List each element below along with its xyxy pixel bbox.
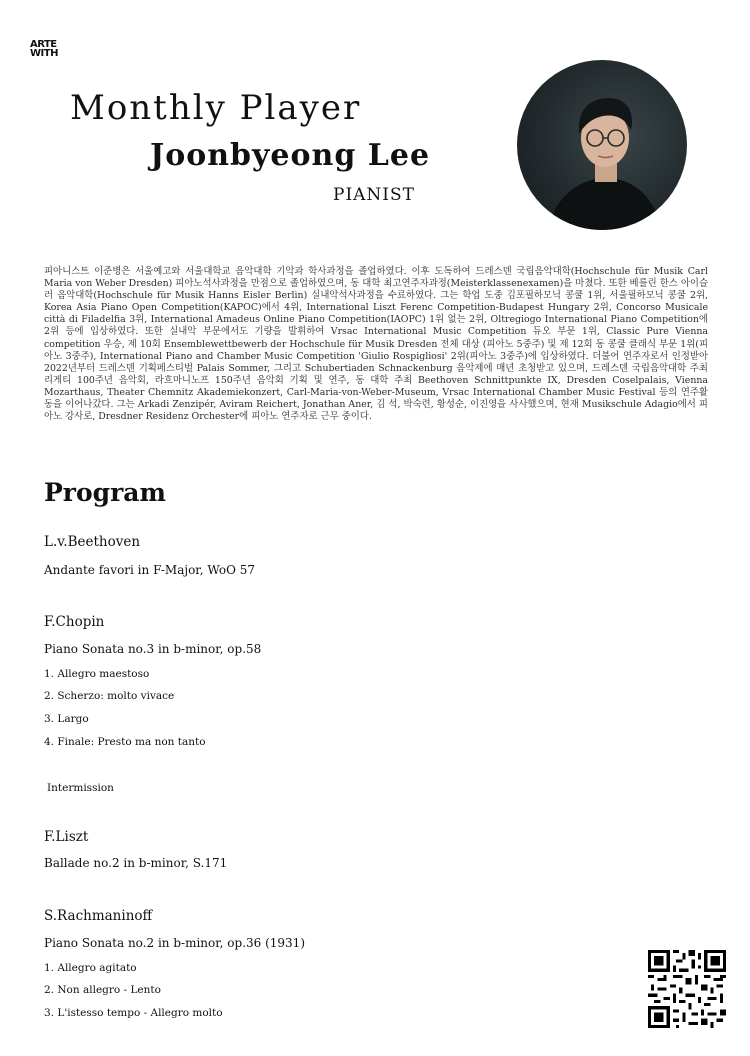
movement-chopin-4: 4. Finale: Presto ma non tanto [44, 736, 206, 748]
qr-code-icon[interactable] [648, 950, 726, 1028]
composer-rachmaninoff: S.Rachmaninoff [44, 908, 153, 924]
composer-beethoven: L.v.Beethoven [44, 534, 141, 550]
movement-rachmaninoff-1: 1. Allegro agitato [44, 962, 137, 974]
portrait-illustration [517, 60, 687, 230]
work-beethoven: Andante favori in F-Major, WoO 57 [44, 563, 256, 577]
movement-chopin-3: 3. Largo [44, 713, 89, 725]
qr-code-graphic [648, 950, 726, 1028]
composer-chopin: F.Chopin [44, 614, 105, 630]
intermission-label: Intermission [47, 782, 114, 794]
performer-role: PIANIST [333, 185, 416, 205]
movement-chopin-1: 1. Allegro maestoso [44, 668, 150, 680]
work-liszt: Ballade no.2 in b-minor, S.171 [44, 856, 228, 870]
logo-line-2: WITH [30, 48, 58, 59]
movement-rachmaninoff-3: 3. L'istesso tempo - Allegro molto [44, 1007, 223, 1019]
program-heading: Program [44, 478, 166, 507]
work-chopin: Piano Sonata no.3 in b-minor, op.58 [44, 642, 262, 656]
logo-line-1: ARTE [30, 39, 57, 50]
performer-name: Joonbyeong Lee [150, 138, 431, 173]
movement-rachmaninoff-2: 2. Non allegro - Lento [44, 984, 161, 996]
work-rachmaninoff: Piano Sonata no.2 in b-minor, op.36 (1931) [44, 936, 305, 950]
movement-chopin-2: 2. Scherzo: molto vivace [44, 690, 175, 702]
composer-liszt: F.Liszt [44, 829, 89, 845]
arte-with-logo [30, 40, 64, 58]
biography-paragraph: 피아니스트 이준병은 서울예고와 서울대학교 음악대학 기악과 학사과정을 졸업하였다. 이후 도독하여 드레스덴 국립음악대학(Hochschule für Musik Carl Maria von Weber Dresden) 피아노석사과정을 만점으로 졸업하였으며, 동 대학 최고연주자과정(Meisterklassenexamen)을 마쳤다. 또한 베를린 한스 아이슬러 음악대학(Hochschule für Musik Hanns Eisler Berlin) 실내악석사과정을 수료하였다. 그는 학업 도중 김포필하모닉 콩쿨 1위, 서울필하모닉 콩쿨 2위, Korea Asia Piano Open Competition(KAPOC)에서 4위, International Liszt Ferenc Competition-Budapest Hungary 2위, Concorso Musicale città di Filadelfia 3위, International Amadeus Online Piano Competition(IAOPC) 1위 없는 2위, Oltregiogo International Piano Competition에 2위 등에 입상하였다. 또한 실내악 부문에서도 기량을 발휘하여 Vrsac International Music Competition 듀오 부문 1위, Classic Pure Vienna competition 우승, 제 10회 Ensemblewettbewerb der Hochschule für Musik Dresden 전체 대상 (피아노 5중주) 및 제 12회 동 콩쿨 클래식 부문 1위(피아노 3중주), International Piano and Chamber Music Competition 'Giulio Rospigliosi' 2위(피아노 3중주)에 입상하였다. 더불어 연주자로서 인정받아 2022년부터 드레스덴 기획페스티벌 Palais Sommer, 그리고 Schubertiaden Schnackenburg 음악제에 매년 초청받고 있으며, 드레스덴 국립음악대학 주최 리게티 100주년 음악회, 라흐마니노프 150주년 음악회 기획 및 연주, 동 대학 주최 Beethoven Schnittpunkte IX, Dresden Coselpalais, Vienna Mozarthaus, Theater Chemnitz Akademiekonzert, Carl-Maria-von-Weber-Museum, Vrsac International Chamber Music Festival 등의 연주활동을 이어나갔다. 그는 Arkadi Zenzipér, Aviram Reichert, Jonathan Aner, 김 석, 박숙련, 황성순, 이진영을 사사했으며, 현재 Musikschule Adagio에서 피아노 강사로, Dresdner Residenz Orchester에 피아노 연주자로 근무 중이다. [44, 266, 708, 423]
portrait-photo [517, 60, 687, 230]
page-title: Monthly Player [70, 88, 362, 128]
